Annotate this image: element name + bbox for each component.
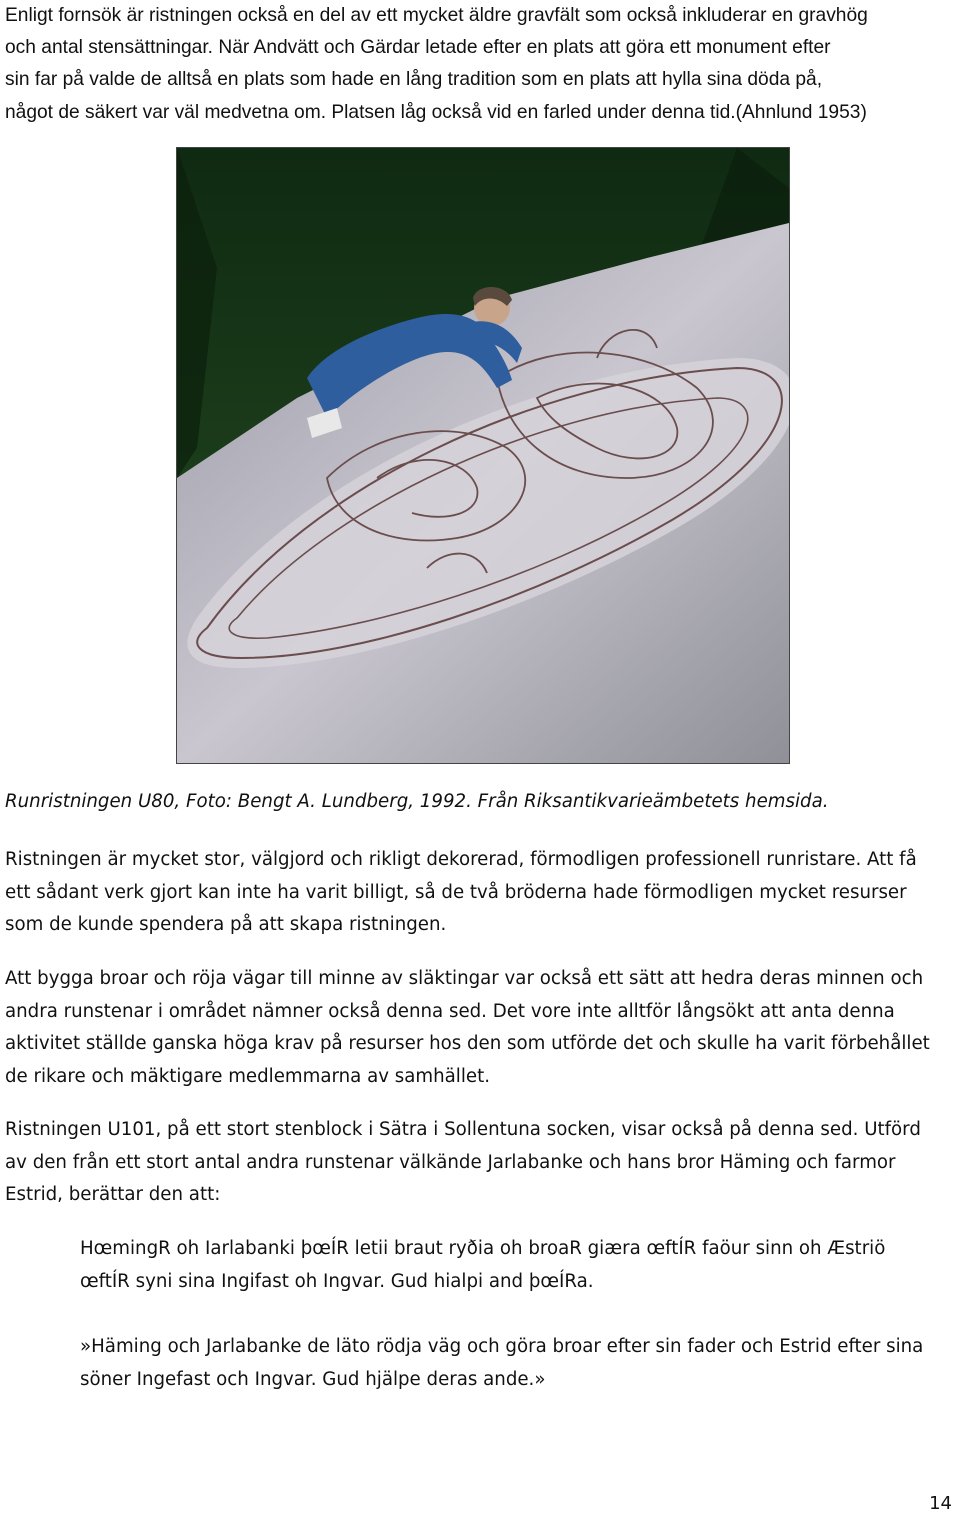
- photo-caption: Runristningen U80, Foto: Bengt A. Lundberg, 1992. Från Riksantikvarieämbetets hemsida.: [5, 791, 829, 812]
- intro-paragraph: Enligt fornsök är ristningen också en del av ett mycket äldre gravfält som också inkluderar en gravhög och antal stensättningar. När Andvätt och Gärdar letade efter en plats att göra ett monument efter sin far på valde de alltså en plats som hade en lång tradition som en plats att hylla sina döda på, något de säkert var väl medvetna om. Platsen låg också vid en farled under denna tid.(Ahnlund 1953): [5, 5, 868, 123]
- body-paragraph-2: Ristningen är mycket stor, välgjord och rikligt dekorerad, förmodligen professionell runristare. Att få ett sådant verk gjort kan inte ha varit billigt, så de två bröderna hade förmodligen mycket resurser som de kunde spendera på att skapa ristningen.: [5, 849, 917, 936]
- body-paragraph-4: Ristningen U101, på ett stort stenblock i Sätra i Sollentuna socken, visar också på denna sed. Utförd av den från ett stort antal andra runstenar välkände Jarlabanke och hans bror Häming och farmor Estrid, berättar den att:: [5, 1119, 921, 1206]
- runestone-photo: [176, 147, 790, 764]
- runic-inscription-quote: HœmingR oh Iarlabanki þœÍR letii braut ryðia oh broaR giæra œftÍR faöur sinn oh Æstriö œftÍR syni sina Ingifast oh Ingvar. Gud hialpi and þœÍRa.: [80, 1238, 886, 1292]
- body-paragraph-3: Att bygga broar och röja vägar till minne av släktingar var också ett sätt att hedra deras minnen och andra runstenar i området nämner också denna sed. Det vore inte alltför långsökt att anta denna aktivitet ställde ganska höga krav på resurser hos den som utförde det och skulle ha varit förbehållet de rikare och mäktigare medlemmarna av samhället.: [5, 968, 930, 1088]
- runestone-photo-illustration: [177, 148, 789, 763]
- page-number: 14: [929, 1493, 952, 1514]
- translation-quote: »Häming och Jarlabanke de läto rödja väg och göra broar efter sin fader och Estrid efter sina söner Ingefast och Ingvar. Gud hjälpe deras ande.»: [80, 1336, 924, 1390]
